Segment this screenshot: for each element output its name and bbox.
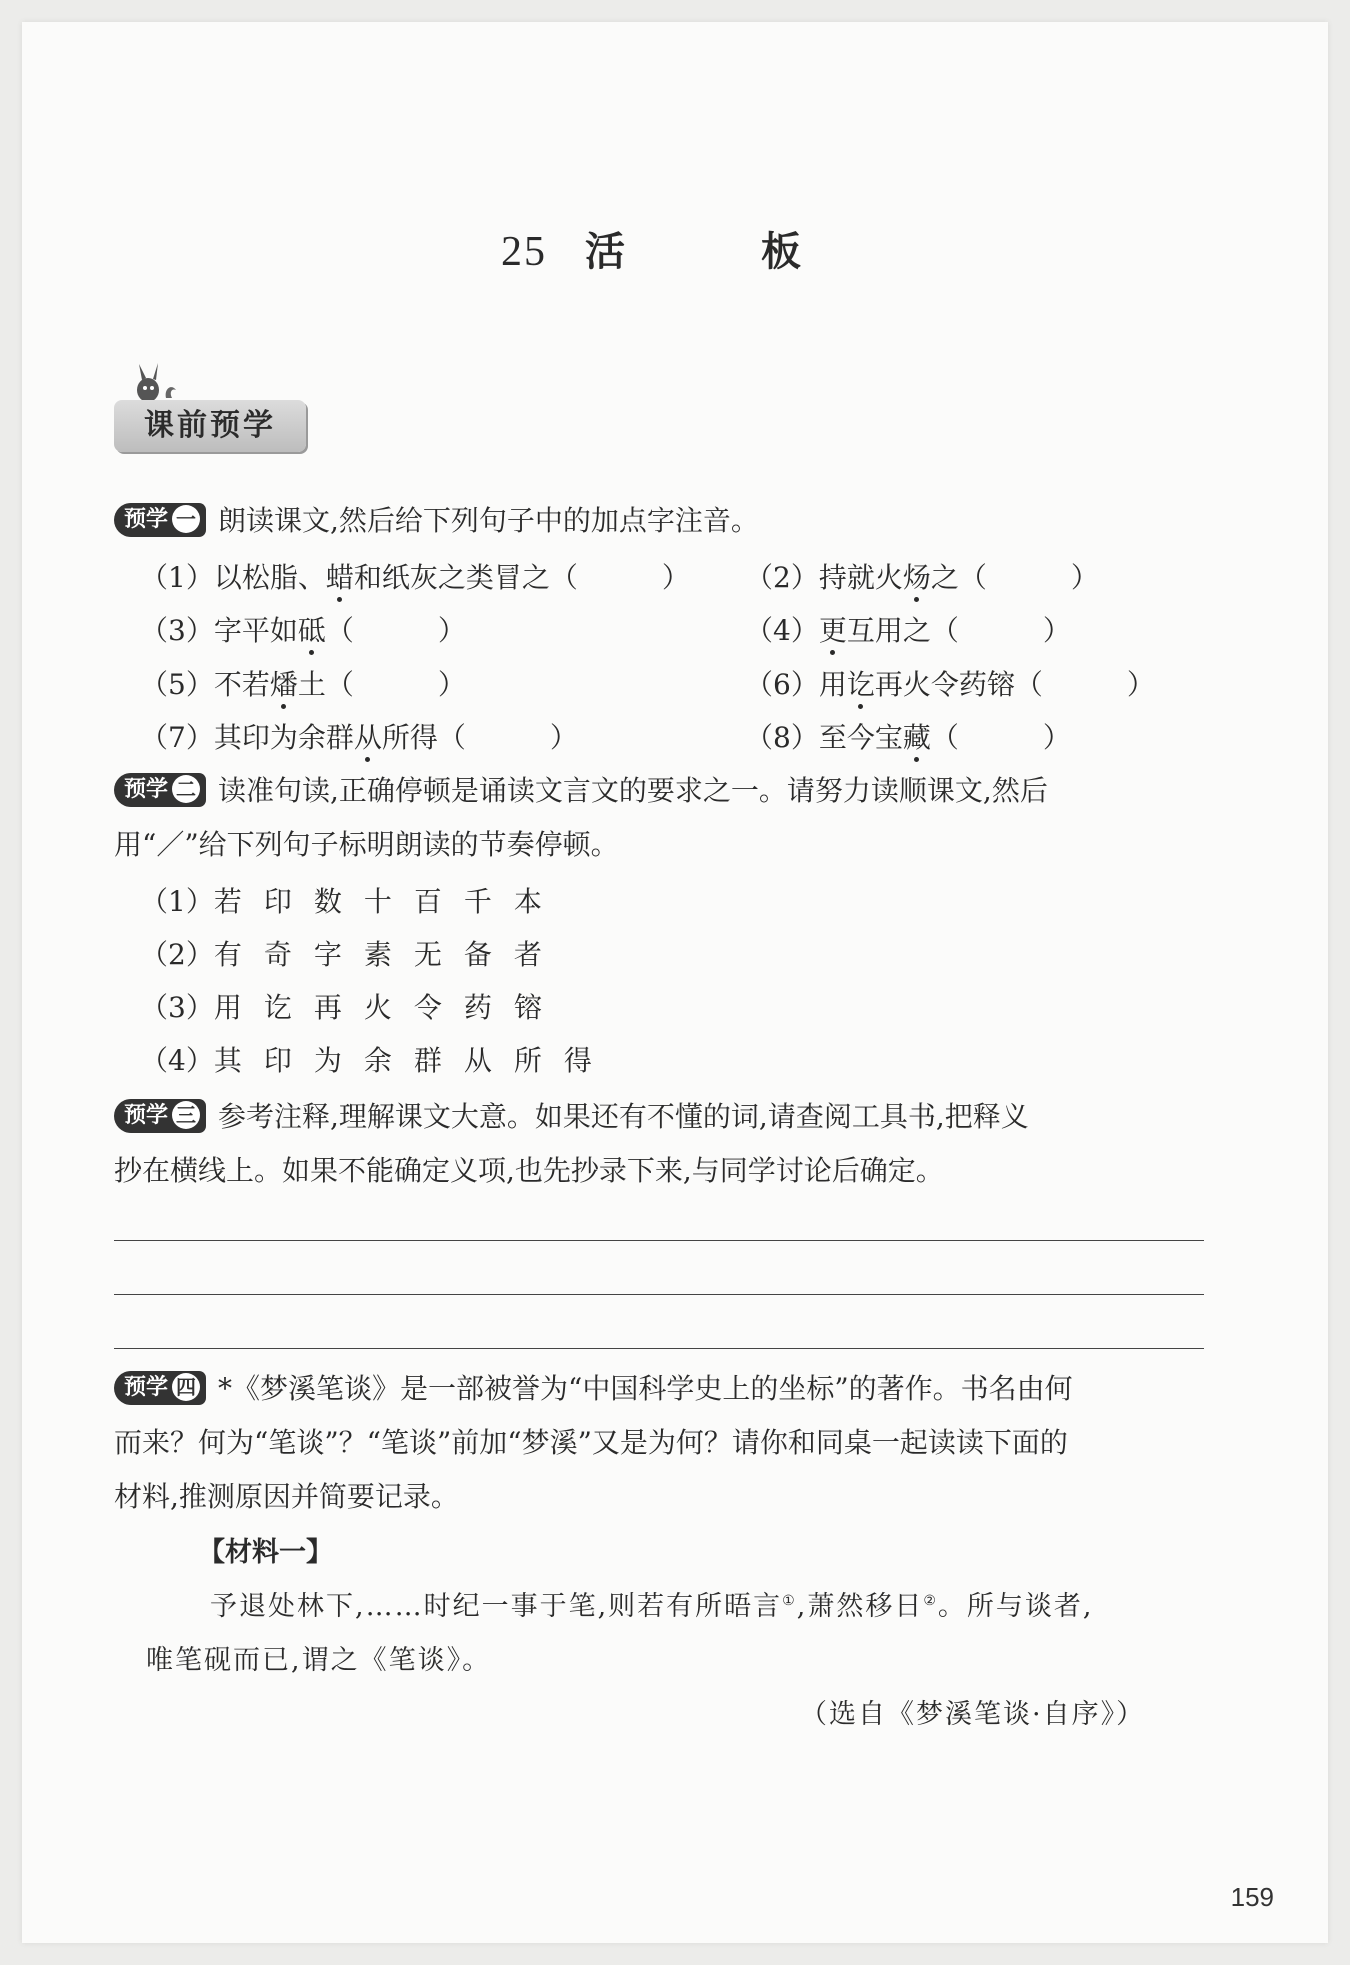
task-2 (114, 764, 1048, 872)
task-1 (114, 494, 759, 548)
answer-blank: （ ） (930, 721, 1071, 754)
task-badge: 预学 四 (114, 1371, 206, 1405)
task-3 (114, 1090, 1029, 1198)
task-3-text: 参考注释,理解课文大意。如果还有不懂的词,请查阅工具书,把释义 (218, 1100, 1029, 1133)
answer-blank: （ ） (930, 614, 1071, 647)
pinyin-item-4: （4）更互用之（ ） (745, 614, 1071, 647)
task-2-text-line2: 用“／”给下列句子标明朗读的节奏停顿。 (114, 828, 619, 861)
answer-blank: （ ） (437, 721, 578, 754)
pinyin-item-6: （6）用讫再火令药镕（ ） (745, 668, 1155, 701)
task-4-text-line3: 材料,推测原因并简要记录。 (114, 1480, 459, 1513)
task-badge: 预学 三 (114, 1099, 206, 1133)
task-3-text-line2: 抄在横线上。如果不能确定义项,也先抄录下来,与同学讨论后确定。 (114, 1154, 944, 1187)
lesson-number: 25 (501, 229, 547, 275)
answer-line-3[interactable] (114, 1348, 1204, 1349)
pinyin-item-5: （5）不若燔土（ ） (140, 668, 466, 701)
answer-line-2[interactable] (114, 1294, 1204, 1295)
material-heading: 【材料一】 (198, 1537, 333, 1568)
lesson-name: 活 板 (585, 228, 849, 275)
task-4-text-line2: 而来？何为“笔谈”？“笔谈”前加“梦溪”又是为何？请你和同桌一起读读下面的 (114, 1426, 1068, 1459)
pause-item-4: （4）其印为余群从所得 (140, 1044, 614, 1077)
task-4-text: 《梦溪笔谈》是一部被誉为“中国科学史上的坐标”的著作。书名由何 (232, 1372, 1073, 1405)
task-badge: 预学 一 (114, 503, 206, 537)
answer-blank: （ ） (325, 614, 466, 647)
material-source: （选自《梦溪笔谈·自序》） (800, 1699, 1146, 1730)
material-line-2: 唯笔砚而已,谓之《笔谈》。 (146, 1645, 492, 1676)
answer-line-1[interactable] (114, 1240, 1204, 1241)
answer-blank: （ ） (958, 561, 1099, 594)
pinyin-item-7: （7）其印为余群从所得（ ） (140, 721, 578, 754)
page-number: 159 (1230, 1882, 1274, 1912)
pinyin-item-2: （2）持就火炀之（ ） (745, 561, 1099, 594)
task-1-text: 朗读课文,然后给下列句子中的加点字注音。 (218, 504, 759, 537)
section-tag: 课前预学 (114, 400, 306, 452)
material-line-1: 予退处林下,……时纪一事于笔,则若有所晤言①,萧然移日②。所与谈者, (210, 1591, 1094, 1622)
task-2-text: 读准句读,正确停顿是诵读文言文的要求之一。请努力读顺课文,然后 (218, 774, 1048, 807)
mascot-icon (126, 358, 186, 406)
pinyin-item-3: （3）字平如砥（ ） (140, 614, 466, 647)
lesson-title (0, 220, 1350, 277)
answer-blank: （ ） (549, 561, 690, 594)
pinyin-item-8: （8）至今宝藏（ ） (745, 721, 1071, 754)
pinyin-item-1: （1）以松脂、蜡和纸灰之类冒之（ ） (140, 561, 690, 594)
pause-item-1: （1）若印数十百千本 (140, 885, 564, 918)
task-4: 预学 四 *《梦溪笔谈》是一部被誉为“中国科学史上的坐标”的著作。书名由何 而来？何为“笔谈”？“笔谈”前加“梦溪”又是为何？请你和同桌一起读读下面的 材料,推测原因并简要记录。 (114, 1362, 1214, 1524)
pause-item-2: （2）有奇字素无备者 (140, 938, 564, 971)
answer-blank: （ ） (1014, 668, 1155, 701)
answer-blank: （ ） (325, 668, 466, 701)
task-badge: 预学 二 (114, 773, 206, 807)
pause-item-3: （3）用讫再火令药镕 (140, 991, 564, 1024)
